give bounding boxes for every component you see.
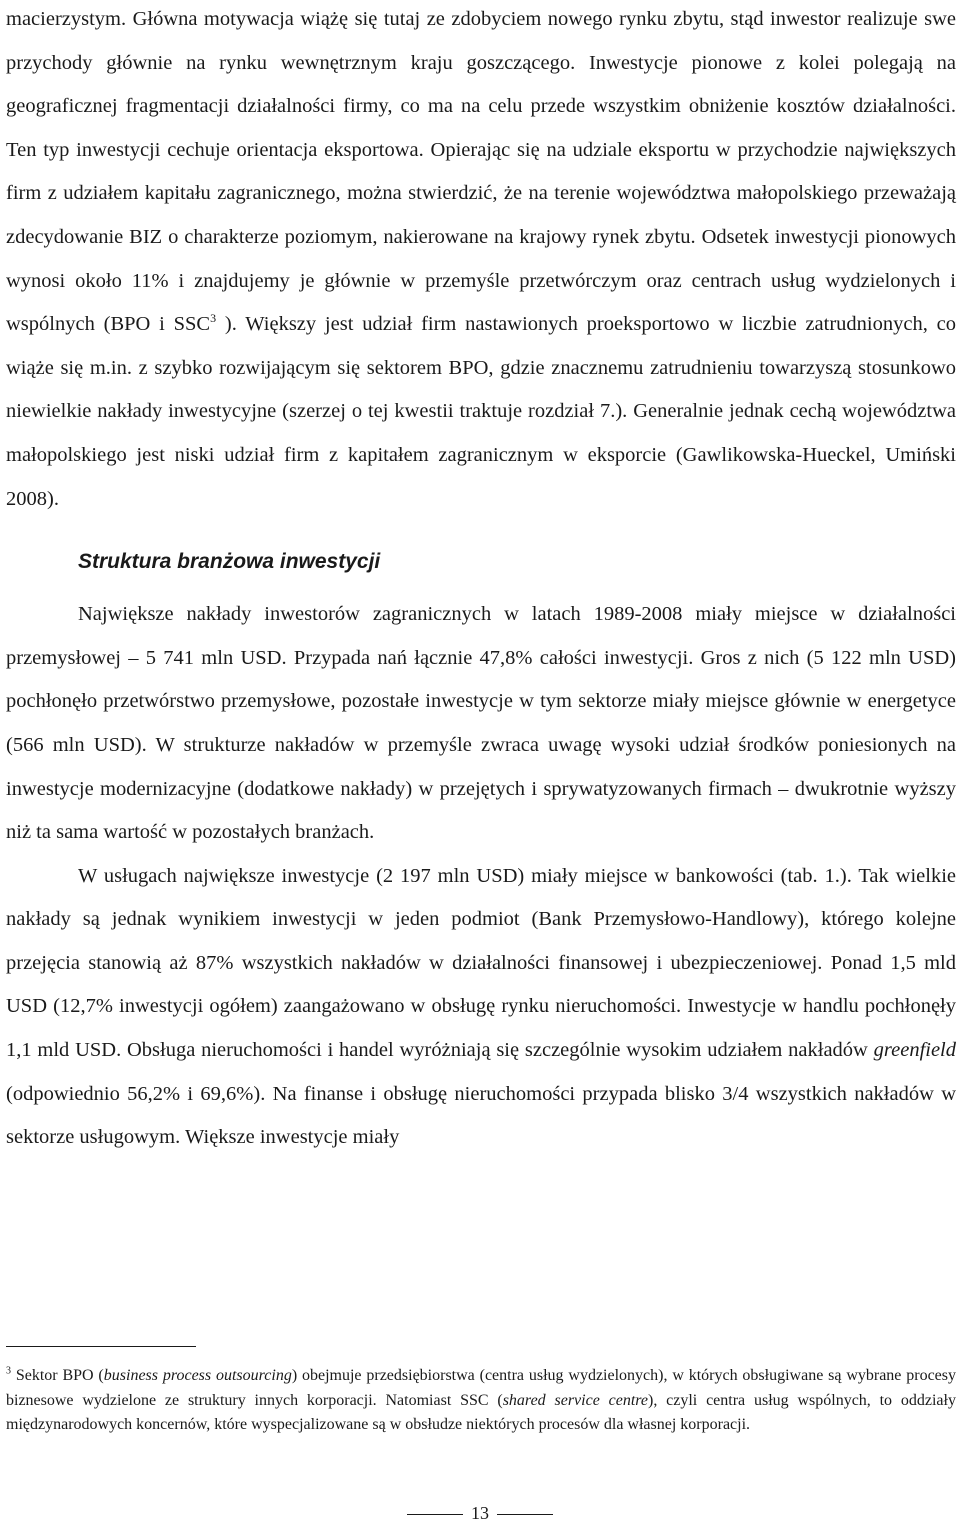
footnote bbox=[6, 1364, 956, 1438]
section-heading: Struktura branżowa inwestycji bbox=[78, 550, 381, 574]
industry-paragraph: Największe nakłady inwestorów zagranicznych w latach 1989-2008 miały miejsce w działalności przemysłowej – 5 741 mln USD. Przypada nań łącznie 47,8% całości inwestycji. Gros z nich (5 122 mln USD) pochłonęło przetwórstwo przemysłowe, pozostałe inwestycje w tym sektorze miały miejsce głównie w energetyce (566 mln USD). W strukturze nakładów w przemyśle zwraca uwagę wysoki udział środków poniesionych na inwestycje modernizacyjne (dodatkowe nakłady) w przejętych i sprywatyzowanych firmach – dwukrotnie wyższy niż ta sama wartość w pozostałych branżach. bbox=[6, 603, 956, 844]
footnote-term-ssc: shared service centre bbox=[502, 1391, 648, 1409]
footnote-reference[interactable]: 3 bbox=[210, 311, 217, 326]
footnote-text-part3: ), czyli centra usług wspólnych, to oddziały międzynarodowych koncernów, które wyspecjalizowane są w obsłudze niektórych procesów dla własnej korporacji. bbox=[6, 1391, 956, 1433]
page-number-dash-right bbox=[497, 1514, 553, 1515]
intro-text-part1: macierzystym. Główna motywacja wiążę się tutaj ze zdobyciem nowego rynku zbytu, stąd inwestor realizuje swe przychody głównie na rynku wewnętrznym kraju goszczącego. Inwestycje pionowe z kolei polegają na geograficznej fragmentacji działalności firmy, co ma na celu przede wszystkim obniżenie kosztów działalności. Ten typ inwestycji cechuje orientacja eksportowa. Opierając się na udziale eksportu w przychodzie największych firm z udziałem kapitału zagranicznego, można stwierdzić, że na terenie województwa małopolskiego przeważają zdecydowanie BIZ o charakterze poziomym, nakierowane na krajowy rynek zbytu. Odsetek inwestycji pionowych wynosi około 11% i znajdujemy je głównie w przemyśle przetwórczym oraz centrach usług wydzielonych i wspólnych (BPO i SSC bbox=[6, 8, 956, 336]
footnote-term-bpo: business process outsourcing bbox=[103, 1367, 292, 1384]
page-number bbox=[0, 1502, 960, 1524]
footnote-number: 3 bbox=[6, 1365, 11, 1377]
footnote-divider bbox=[6, 1346, 196, 1347]
services-text-part2: (odpowiednio 56,2% i 69,6%). Na finanse i obsługę nieruchomości przypada blisko 3/4 wszystkich nakładów w sektorze usługowym. Większe inwestycje miały bbox=[6, 1082, 956, 1149]
page-number-value: 13 bbox=[471, 1503, 489, 1523]
footnote-text-part2: ) obejmuje przedsiębiorstwa (centra usług wydzielonych), w których obsługiwane są wybrane procesy biznesowe wydzielone ze struktury innych korporacji. Natomiast SSC ( bbox=[6, 1367, 957, 1409]
page-body bbox=[6, 0, 956, 1160]
services-text-part1: W usługach największe inwestycje (2 197 mln USD) miały miejsce w bankowości (tab. 1.). Tak wielkie nakłady są jednak wynikiem inwestycji w jeden podmiot (Bank Przemysłowo-Handlowy), którego kolejne przejęcia stanowią aż 87% wszystkich nakładów w działalności finansowej i ubezpieczeniowej. Ponad 1,5 mld USD (12,7% inwestycji ogółem) zaangażowano w obsługę rynku nieruchomości. Inwestycje w handlu pochłonęły 1,1 mld USD. Obsługa nieruchomości i handel wyróżniają się szczególnie wysokim udziałem nakładów bbox=[6, 864, 956, 1062]
footnote-text-part1: Sektor BPO ( bbox=[15, 1367, 104, 1384]
intro-paragraph bbox=[6, 0, 956, 521]
services-paragraph bbox=[6, 855, 956, 1160]
greenfield-term: greenfield bbox=[873, 1039, 957, 1062]
intro-text-part2: ). Większy jest udział firm nastawionych proeksportowo w liczbie zatrudnionych, co wiąże się m.in. z szybko rozwijającym się sektorem BPO, gdzie znacznemu zatrudnieniu towarzyszą stosunkowo niewielkie nakłady inwestycyjne (szerzej o tej kwestii traktuje rozdział 7.). Generalnie jednak cechą województwa małopolskiego jest niski udział firm z kapitałem zagranicznym w eksporcie (Gawlikowska-Hueckel, Umiński 2008). bbox=[6, 313, 956, 510]
page-number-dash-left bbox=[407, 1514, 463, 1515]
